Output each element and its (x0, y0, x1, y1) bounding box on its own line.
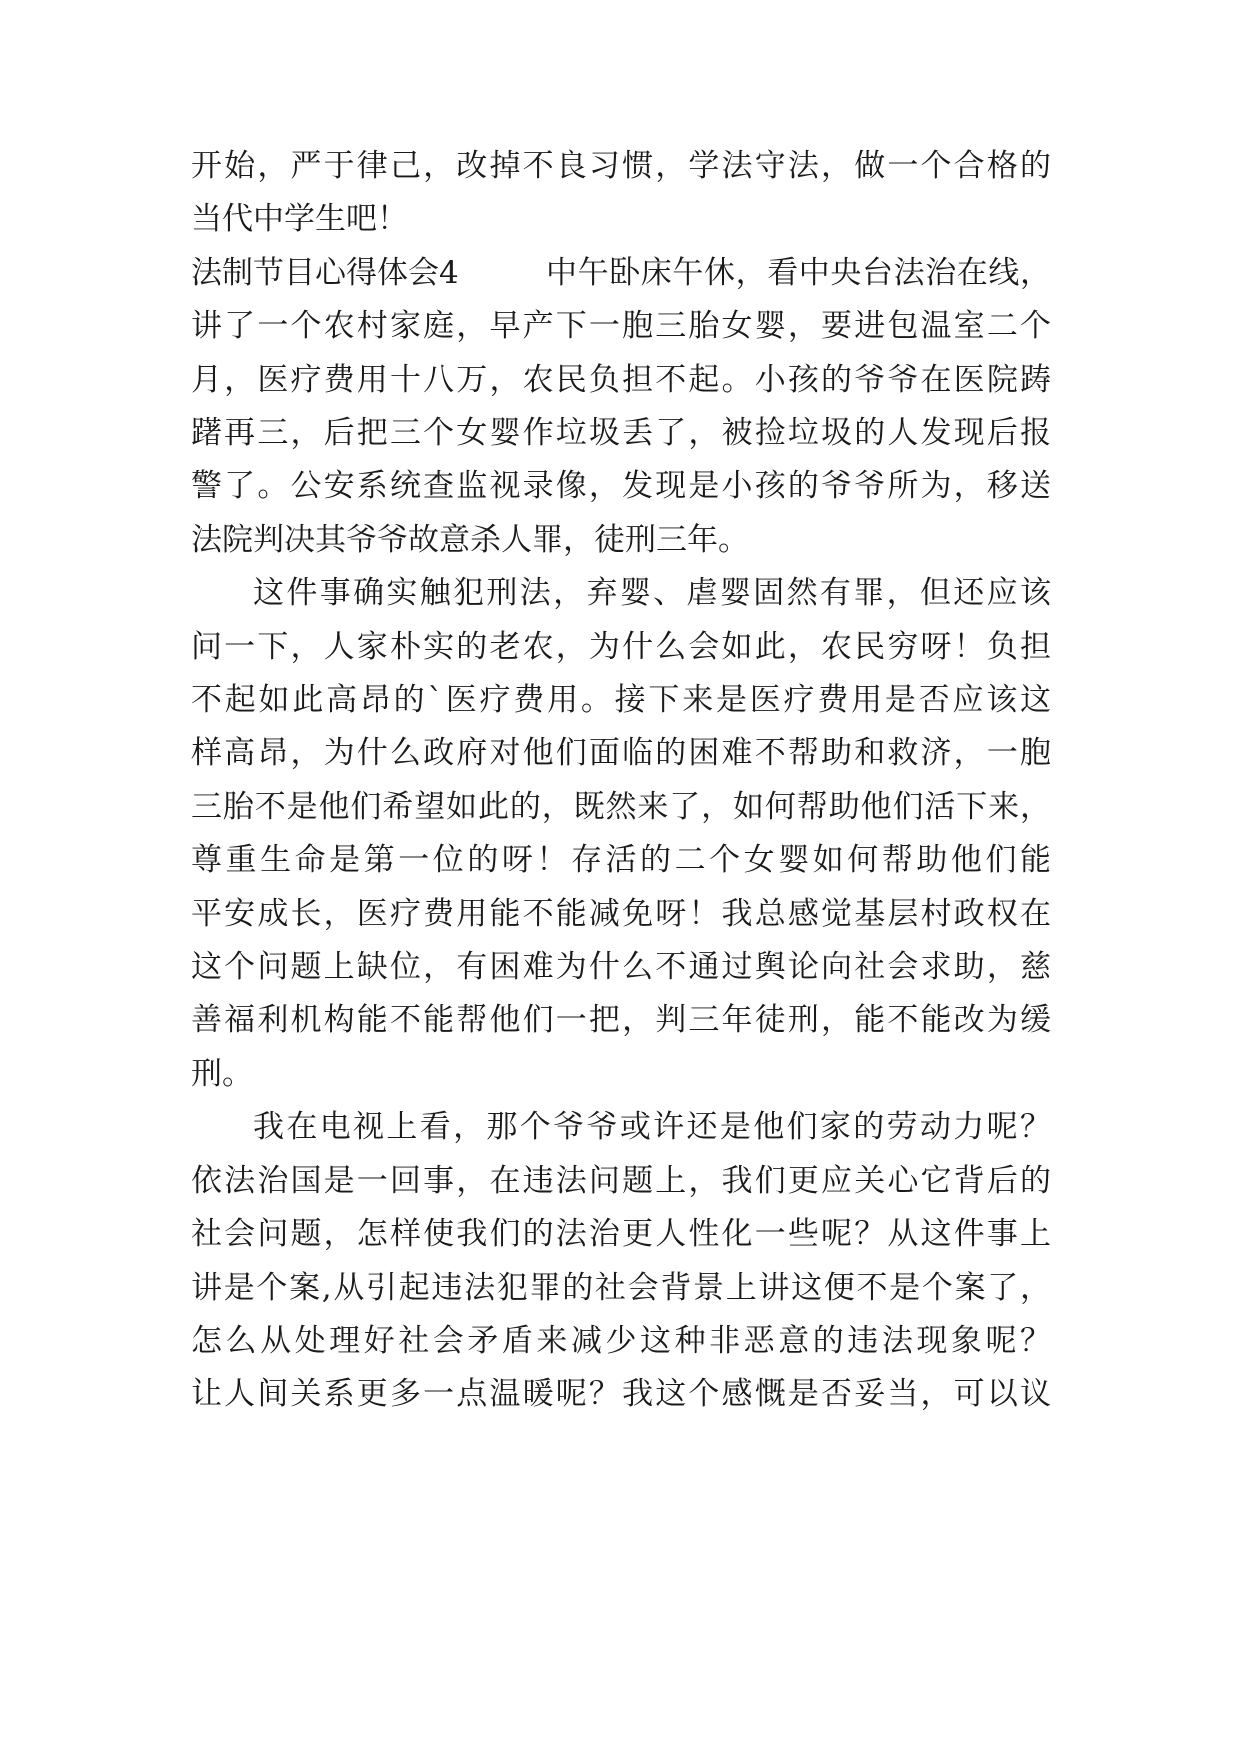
text-line: 法院判决其爷爷故意杀人罪，徒刑三年。 (191, 522, 749, 558)
section-heading-line (191, 253, 1051, 293)
text-line: 三胎不是他们希望如此的，既然来了，如何帮助他们活下来， (191, 789, 1051, 825)
text-line: 月，医疗费用十八万，农民负担不起。小孩的爷爷在医院踌 (191, 362, 1051, 398)
text-line: 不起如此高昂的`医疗费用。接下来是医疗费用是否应该这 (191, 682, 1051, 718)
text-line: 怎么从处理好社会矛盾来减少这种非恶意的违法现象呢？ (191, 1323, 1051, 1359)
text-line: 问一下，人家朴实的老农，为什么会如此，农民穷呀！负担 (191, 629, 1051, 665)
text-line: 让人间关系更多一点温暖呢？我这个感慨是否妥当，可以议 (191, 1376, 1051, 1412)
paragraph-first-line: 我在电视上看，那个爷爷或许还是他们家的劳动力呢？ (253, 1109, 1051, 1145)
text-line: 中午卧床午休，看中央台法治在线， (546, 255, 1051, 291)
section-heading: 法制节目心得体会4 (191, 255, 459, 291)
text-line: 讲了一个农村家庭，早产下一胞三胎女婴，要进包温室二个 (191, 308, 1051, 344)
text-line: 善福利机构能不能帮他们一把，判三年徒刑，能不能改为缓 (191, 1002, 1051, 1038)
text-line: 警了。公安系统查监视录像，发现是小孩的爷爷所为，移送 (191, 468, 1051, 504)
text-line: 刑。 (191, 1056, 253, 1092)
text-line: 讲是个案,从引起违法犯罪的社会背景上讲这便不是个案了， (191, 1270, 1051, 1306)
text-line: 当代中学生吧！ (191, 201, 408, 237)
text-line: 开始，严于律己，改掉不良习惯，学法守法，做一个合格的 (191, 148, 1051, 184)
text-line: 社会问题，怎样使我们的法治更人性化一些呢？从这件事上 (191, 1216, 1051, 1252)
paragraph-first-line: 这件事确实触犯刑法，弃婴、虐婴固然有罪，但还应该 (253, 575, 1051, 611)
text-line: 躇再三，后把三个女婴作垃圾丢了，被捡垃圾的人发现后报 (191, 415, 1051, 451)
text-line: 尊重生命是第一位的呀！存活的二个女婴如何帮助他们能 (191, 842, 1051, 878)
text-line: 依法治国是一回事，在违法问题上，我们更应关心它背后的 (191, 1163, 1051, 1199)
text-line: 样高昂，为什么政府对他们面临的困难不帮助和救济，一胞 (191, 735, 1051, 771)
text-line: 这个问题上缺位，有困难为什么不通过舆论向社会求助，慈 (191, 949, 1051, 985)
text-line: 平安成长，医疗费用能不能减免呀！我总感觉基层村政权在 (191, 896, 1051, 932)
